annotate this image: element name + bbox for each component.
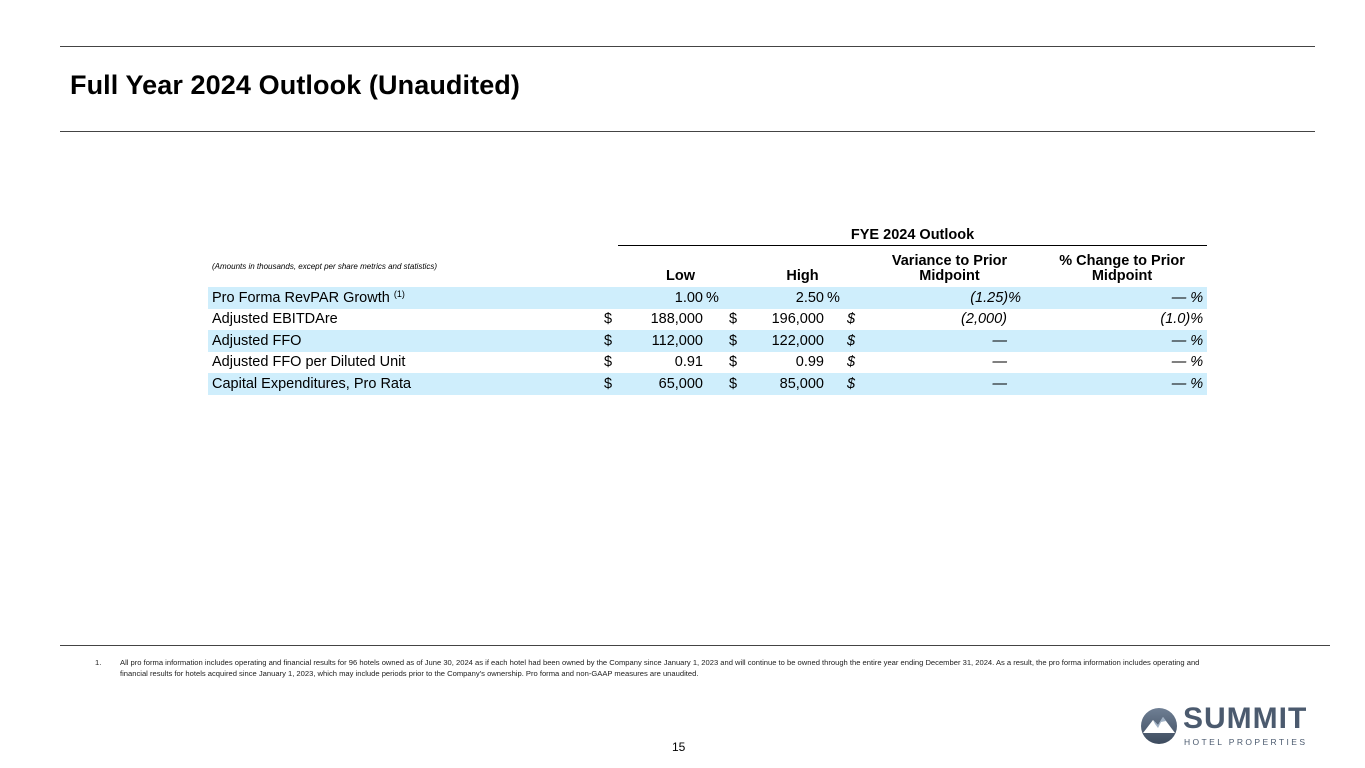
variance-currency: $ (847, 332, 856, 349)
table-row (208, 309, 1207, 331)
high-value: 85,000 (779, 375, 824, 392)
low-percent (703, 352, 723, 374)
variance-header-line2: Midpoint (919, 268, 980, 284)
low-percent (703, 373, 723, 395)
change-value: — % (1171, 375, 1204, 392)
high-currency (723, 287, 743, 309)
footnote-number: 1. (95, 658, 102, 667)
high-currency: $ (729, 332, 738, 349)
high-value: 122,000 (771, 332, 824, 349)
logo-wordmark: SUMMIT (1183, 702, 1308, 735)
low-currency: $ (604, 375, 613, 392)
change-value: — % (1171, 332, 1204, 349)
low-value: 0.91 (674, 354, 703, 371)
low-value: 112,000 (651, 332, 703, 349)
variance-header-line1: Variance to Prior (891, 253, 1008, 269)
row-label: Capital Expenditures, Pro Rata (212, 375, 412, 392)
title-underline (60, 131, 1315, 132)
high-currency: $ (729, 354, 738, 371)
footnote-text: All pro forma information includes operating and financial results for 96 hotels owned as of June 30, 2024 as if each hotel had been owned by the Company since January 1, 2023 and will continue to be owned through the entire year ending December 31, 2024. As a result, the pro forma information includes operating and financial results for hotels acquired since January 1, 2023, which may include periods prior to the Company’s ownership. Pro forma and non-GAAP measures are unaudited. (120, 658, 1200, 678)
group-header-row (208, 224, 1207, 246)
low-header: Low (666, 268, 695, 284)
variance-value: — (992, 354, 1007, 371)
amounts-note: (Amounts in thousands, except per share metrics and statistics) (212, 261, 437, 271)
variance-value: (2,000) (961, 311, 1007, 328)
low-value: 188,000 (650, 311, 703, 328)
low-value: 1.00 (674, 289, 703, 306)
variance-value: (1.25)% (970, 289, 1021, 306)
change-value: (1.0)% (1160, 311, 1204, 328)
top-rule (60, 46, 1315, 47)
logo-tagline: HOTEL PROPERTIES (1184, 737, 1308, 747)
table-row (208, 287, 1207, 309)
variance-currency (847, 287, 862, 309)
change-header-line2: Midpoint (1091, 268, 1153, 284)
mountain-logo-icon (1139, 706, 1179, 746)
low-currency: $ (604, 332, 613, 349)
variance-value: — (992, 375, 1007, 392)
change-header-line1: % Change to Prior (1059, 253, 1185, 269)
change-value: — % (1171, 289, 1204, 306)
group-header: FYE 2024 Outlook (618, 224, 1207, 246)
variance-currency: $ (847, 354, 856, 371)
low-currency (598, 287, 618, 309)
high-value: 196,000 (771, 311, 824, 328)
row-label: Adjusted FFO per Diluted Unit (212, 354, 406, 371)
row-label: Adjusted EBITDAre (212, 311, 338, 328)
high-value: 0.99 (795, 354, 824, 371)
change-header (1037, 246, 1207, 288)
low-currency: $ (604, 354, 613, 371)
low-percent: % (706, 289, 719, 306)
page-title: Full Year 2024 Outlook (Unaudited) (70, 70, 520, 100)
page-number: 15 (672, 740, 686, 754)
row-label: Adjusted FFO (212, 332, 302, 349)
company-logo (1139, 702, 1319, 750)
high-percent (824, 352, 847, 374)
high-currency: $ (729, 311, 738, 328)
high-currency: $ (729, 375, 738, 392)
table-row (208, 373, 1207, 395)
low-currency: $ (604, 311, 613, 328)
high-percent (824, 309, 847, 331)
column-header-row (208, 246, 1207, 288)
high-percent (824, 330, 847, 352)
variance-currency: $ (847, 375, 856, 392)
high-value: 2.50 (795, 289, 824, 306)
change-value: — % (1171, 354, 1204, 371)
footnote-rule (60, 645, 1330, 646)
high-percent (824, 373, 847, 395)
low-percent (703, 330, 723, 352)
low-value: 65,000 (658, 375, 703, 392)
table-row (208, 352, 1207, 374)
row-label: Pro Forma RevPAR Growth (212, 290, 390, 307)
variance-value: — (992, 332, 1007, 349)
low-percent (703, 309, 723, 331)
high-header: High (786, 268, 819, 284)
table-row (208, 330, 1207, 352)
variance-currency: $ (847, 311, 856, 328)
high-percent: % (827, 289, 840, 306)
outlook-table (208, 224, 1207, 395)
footnote-ref: (1) (393, 289, 405, 300)
variance-header (862, 246, 1037, 288)
